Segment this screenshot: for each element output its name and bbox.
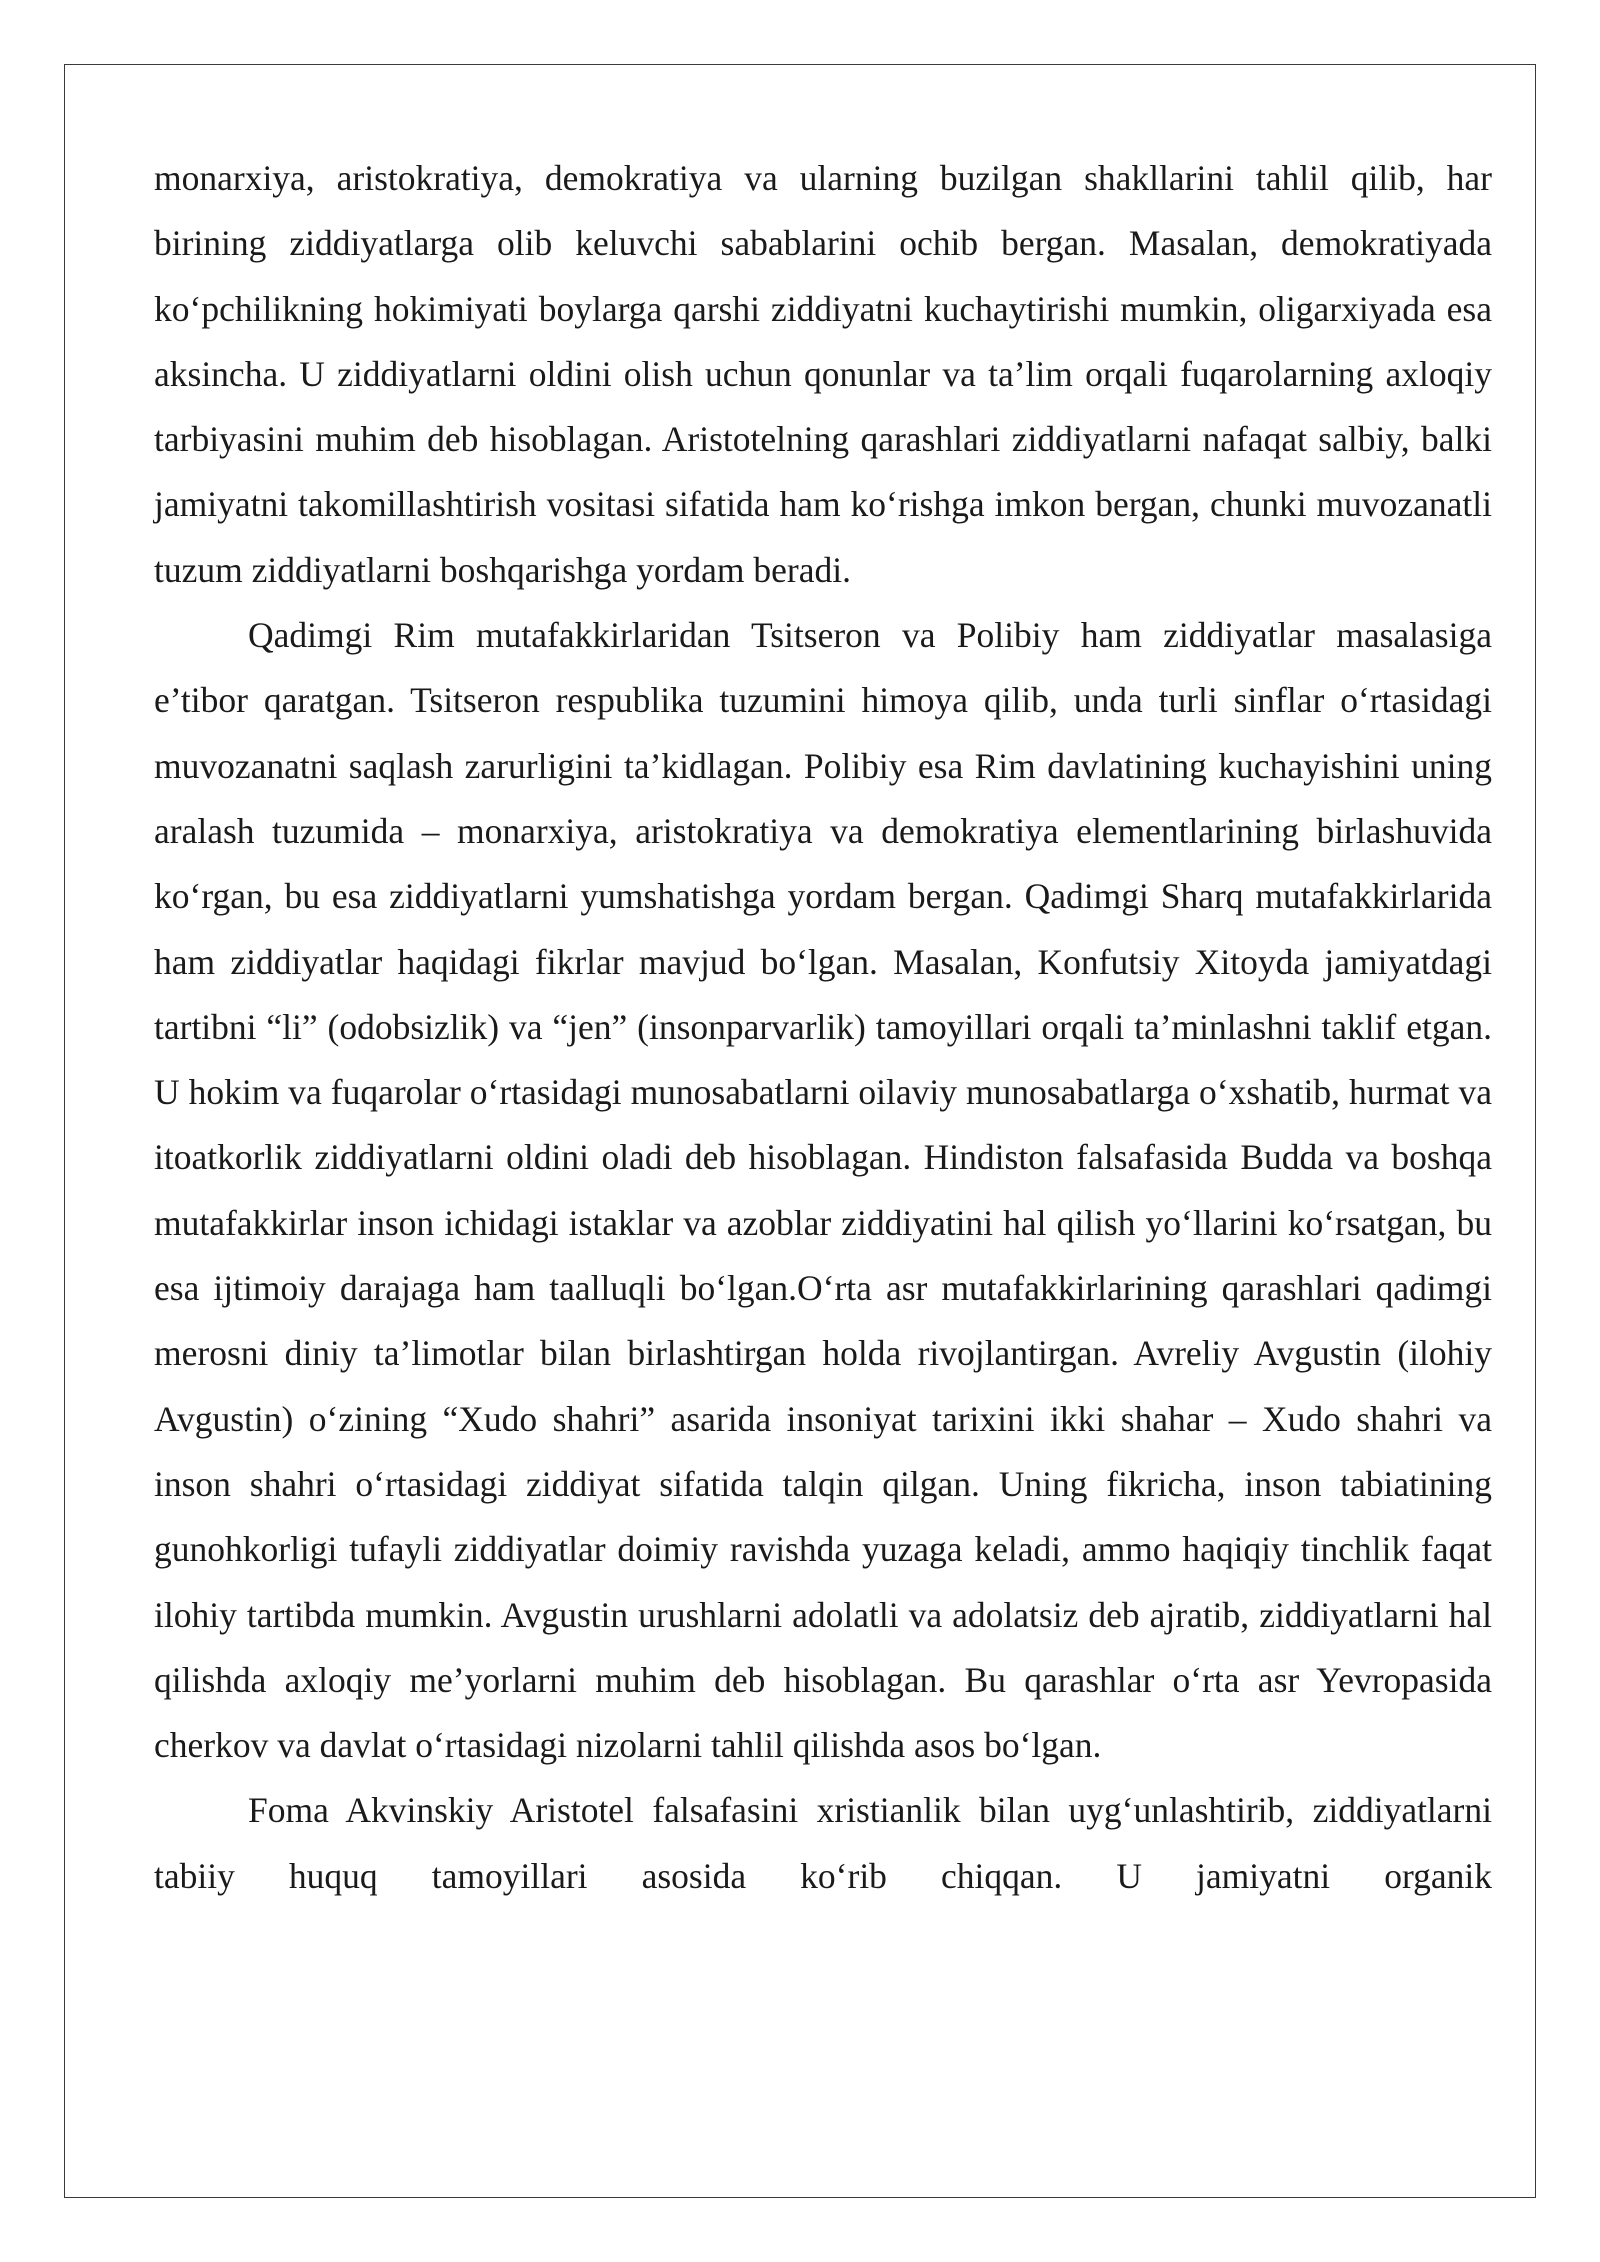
- document-body: [154, 146, 1492, 1909]
- paragraph-aristotle-continued: monarxiya, aristokratiya, demokratiya va ularning buzilgan shakllarini tahlil qilib, har birining ziddiyatlarga olib keluvchi sabablarini ochib bergan. Masalan, demokratiyada ko‘pchilikning hokimiyati boylarga qarshi ziddiyatni kuchaytirishi mumkin, oligarxiyada esa aksincha. U ziddiyatlarni oldini olish uchun qonunlar va ta’lim orqali fuqarolarning axloqiy tarbiyasini muhim deb hisoblagan. Aristotelning qarashlari ziddiyatlarni nafaqat salbiy, balki jamiyatni takomillashtirish vositasi sifatida ham ko‘rishga imkon bergan, chunki muvozanatli tuzum ziddiyatlarni boshqarishga yordam beradi.: [154, 158, 1492, 590]
- paragraph-aquinas: Foma Akvinskiy Aristotel falsafasini xristianlik bilan uyg‘unlashtirib, ziddiyatlarni tabiiy huquq tamoyillari asosida ko‘rib chiqqan. U jamiyatni organik: [154, 1790, 1492, 1896]
- paragraph-rome-east-medieval: Qadimgi Rim mutafakkirlaridan Tsitseron va Polibiy ham ziddiyatlar masalasiga e’tibor qaratgan. Tsitseron respublika tuzumini himoya qilib, unda turli sinflar o‘rtasidagi muvozanatni saqlash zarurligini ta’kidlagan. Polibiy esa Rim davlatining kuchayishini uning aralash tuzumida – monarxiya, aristokratiya va demokratiya elementlarining birlashuvida ko‘rgan, bu esa ziddiyatlarni yumshatishga yordam bergan. Qadimgi Sharq mutafakkirlarida ham ziddiyatlar haqidagi fikrlar mavjud bo‘lgan. Masalan, Konfutsiy Xitoyda jamiyatdagi tartibni “li” (odobsizlik) va “jen” (insonparvarlik) tamoyillari orqali ta’minlashni taklif etgan. U hokim va fuqarolar o‘rtasidagi munosabatlarni oilaviy munosabatlarga o‘xshatib, hurmat va itoatkorlik ziddiyatlarni oldini oladi deb hisoblagan. Hindiston falsafasida Budda va boshqa mutafakkirlar inson ichidagi istaklar va azoblar ziddiyatini hal qilish yo‘llarini ko‘rsatgan, bu esa ijtimoiy darajaga ham taalluqli bo‘lgan.O‘rta asr mutafakkirlarining qarashlari qadimgi merosni diniy ta’limotlar bilan birlashtirgan holda rivojlantirgan. Avreliy Avgustin (ilohiy Avgustin) o‘zining “Xudo shahri” asarida insoniyat tarixini ikki shahar – Xudo shahri va inson shahri o‘rtasidagi ziddiyat sifatida talqin qilgan. Uning fikricha, inson tabiatining gunohkorligi tufayli ziddiyatlar doimiy ravishda yuzaga keladi, ammo haqiqiy tinchlik faqat ilohiy tartibda mumkin. Avgustin urushlarni adolatli va adolatsiz deb ajratib, ziddiyatlarni hal qilishda axloqiy me’yorlarni muhim deb hisoblagan. Bu qarashlar o‘rta asr Yevropasida cherkov va davlat o‘rtasidagi nizolarni tahlil qilishda asos bo‘lgan.: [154, 615, 1492, 1766]
